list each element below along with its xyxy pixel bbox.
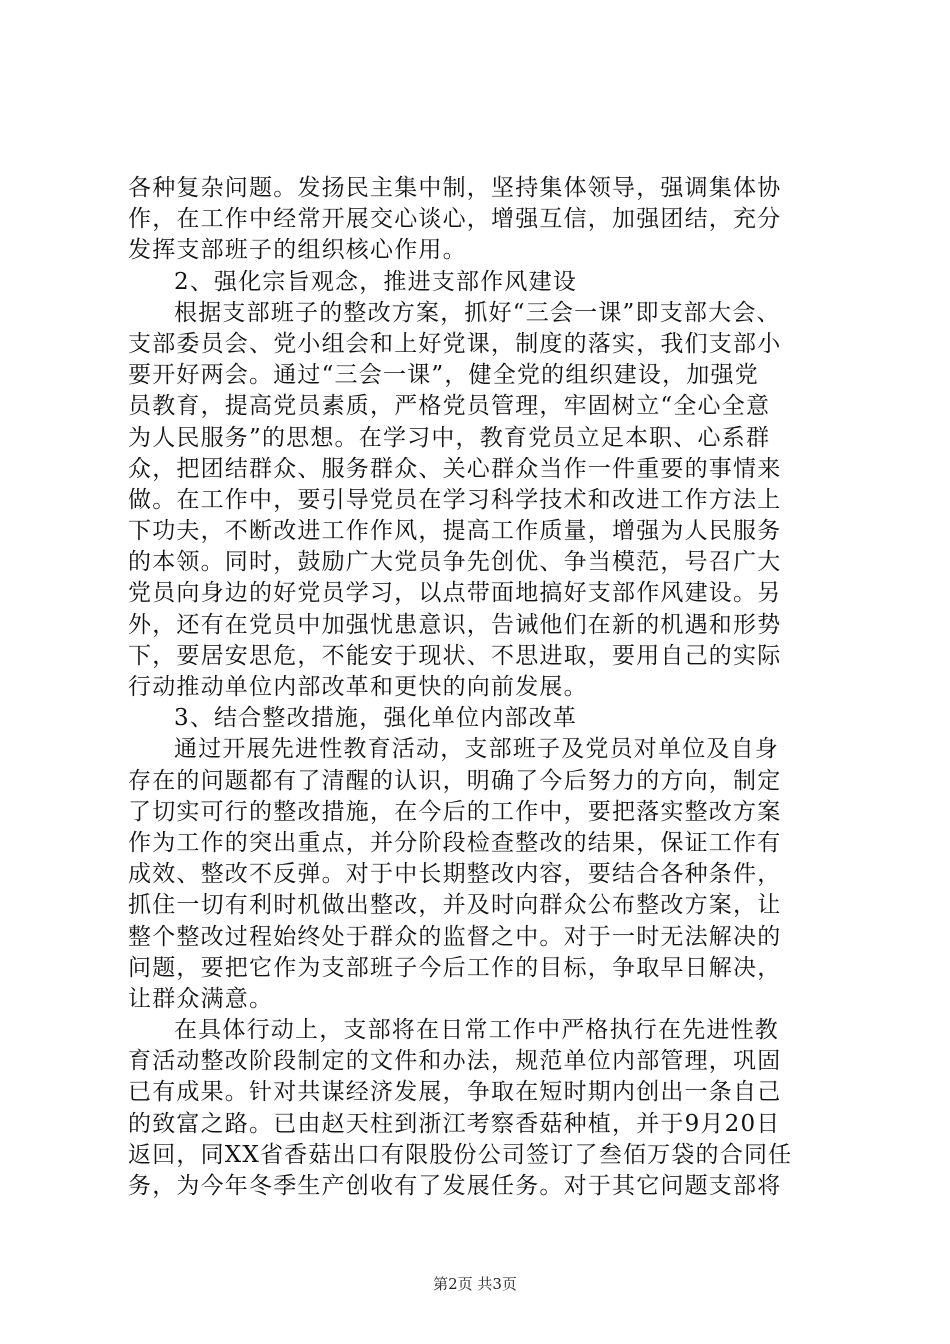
text-line: 已有成果。针对共谋经济发展，争取在短时期内创出一条自己 xyxy=(128,1079,782,1106)
text-line: 了切实可行的整改措施，在今后的工作中，要把落实整改方案 xyxy=(128,798,782,825)
text-line: 存在的问题都有了清醒的认识，明确了今后努力的方向，制定 xyxy=(128,767,782,794)
text-line: 务，为今年冬季生产创收有了发展任务。对于其它问题支部将 xyxy=(128,1173,782,1199)
text-line: 为人民服务”的思想。在学习中，教育党员立足本职、心系群 xyxy=(128,424,771,451)
text-line: 下功夫，不断改进工作作风，提高工作质量，增强为人民服务 xyxy=(128,518,782,545)
text-line: 要开好两会。通过“三会一课”，健全党的组织建设，加强党 xyxy=(128,362,759,389)
text-line: 下，要居安思危，不能安于现状、不思进取，要用自己的实际 xyxy=(128,642,782,669)
text-line: 问题，要把它作为支部班子今后工作的目标，争取早日解决， xyxy=(128,954,782,981)
text-line: 通过开展先进性教育活动，支部班子及党员对单位及自身 xyxy=(174,736,779,763)
text-line: 让群众满意。 xyxy=(128,985,274,1012)
text-line: 员教育，提高党员素质，严格党员管理，牢固树立“全心全意 xyxy=(128,393,771,420)
text-line: 众，把团结群众、服务群众、关心群众当作一件重要的事情来 xyxy=(128,455,782,482)
text-line: 返回，同XX省香菇出口有限股份公司签订了叁佰万袋的合同任 xyxy=(128,1141,793,1168)
text-line: 发挥支部班子的组织核心作用。 xyxy=(128,237,467,264)
text-line: 外，还有在党员中加强忧患意识，告诫他们在新的机遇和形势 xyxy=(128,611,782,638)
page-footer: 第2页 共3页 xyxy=(433,1275,517,1293)
text-line: 的致富之路。已由赵天柱到浙江考察香菇种植，并于9月20日 xyxy=(128,1110,781,1137)
text-line: 支部委员会、党小组会和上好党课，制度的落实，我们支部小 xyxy=(128,330,782,357)
document-body xyxy=(128,173,828,1202)
text-line: 党员向身边的好党员学习，以点带面地搞好支部作风建设。另 xyxy=(128,580,782,607)
text-line: 在具体行动上，支部将在日常工作中严格执行在先进性教 xyxy=(174,1017,779,1044)
section-heading: 3、结合整改措施，强化单位内部改革 xyxy=(174,705,578,732)
section-heading: 2、强化宗旨观念，推进支部作风建设 xyxy=(174,268,578,295)
text-line: 各种复杂问题。发扬民主集中制，坚持集体领导，强调集体协 xyxy=(128,175,782,201)
text-line: 整个整改过程始终处于群众的监督之中。对于一时无法解决的 xyxy=(128,923,782,950)
text-line: 作为工作的突出重点，并分阶段检查整改的结果，保证工作有 xyxy=(128,829,782,856)
text-line: 育活动整改阶段制定的文件和办法，规范单位内部管理，巩固 xyxy=(128,1048,782,1075)
text-line: 做。在工作中，要引导党员在学习科学技术和改进工作方法上 xyxy=(128,486,782,513)
text-line: 抓住一切有利时机做出整改，并及时向群众公布整改方案，让 xyxy=(128,892,782,919)
text-line: 作，在工作中经常开展交心谈心，增强互信，加强团结，充分 xyxy=(128,206,782,233)
text-line: 根据支部班子的整改方案，抓好“三会一课”即支部大会、 xyxy=(174,299,781,326)
text-line: 的本领。同时，鼓励广大党员争先创优、争当模范，号召广大 xyxy=(128,549,782,576)
text-line: 成效、整改不反弹。对于中长期整改内容，要结合各种条件， xyxy=(128,861,782,888)
text-line: 行动推动单位内部改革和更快的向前发展。 xyxy=(128,674,588,700)
